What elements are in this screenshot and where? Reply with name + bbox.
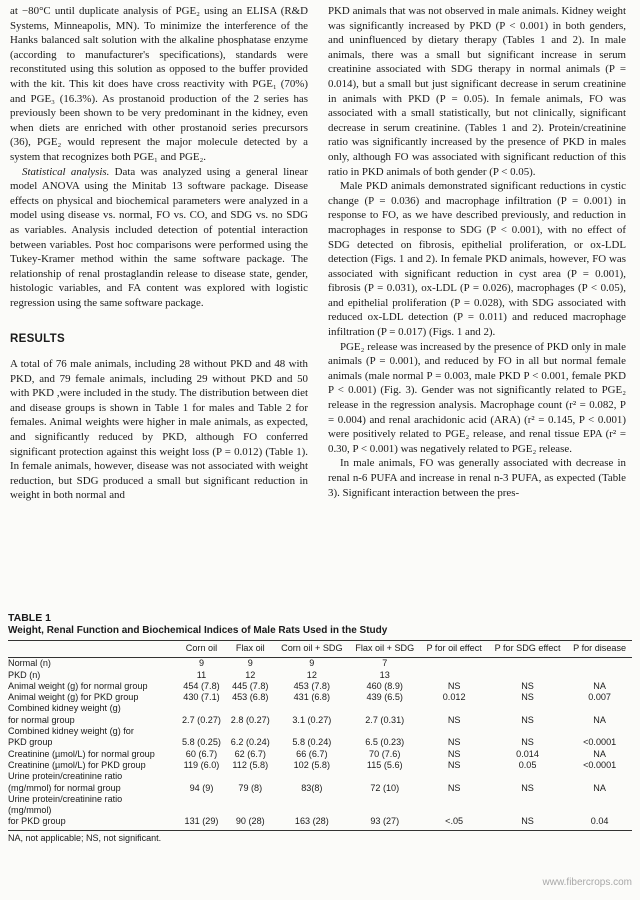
table-cell: NS bbox=[447, 680, 461, 691]
table-cell: 3.1 (0.27) bbox=[292, 714, 332, 725]
table-row-label: for PKD group bbox=[8, 816, 177, 830]
table-cell bbox=[567, 794, 632, 805]
table-cell: 460 (8.9) bbox=[366, 680, 403, 691]
table-footnote: NA, not applicable; NS, not significant. bbox=[8, 832, 162, 843]
table-cell bbox=[349, 703, 420, 714]
table-cell: 6.2 (0.24) bbox=[230, 737, 270, 748]
table-cell bbox=[488, 805, 567, 816]
table-row bbox=[8, 681, 632, 692]
table-row bbox=[8, 715, 632, 726]
table-row-label: Normal (n) bbox=[8, 658, 51, 669]
watermark: www.fibercrops.com bbox=[542, 877, 632, 888]
table-row-label: Urine protein/creatinine ratio bbox=[8, 793, 123, 804]
table-cell bbox=[488, 794, 567, 805]
table-cell: 9 bbox=[198, 658, 204, 669]
table-row-label: Creatinine (µmol/L) for PKD group bbox=[8, 759, 146, 770]
table-cell: 93 (27) bbox=[349, 816, 420, 830]
table-cell bbox=[177, 703, 226, 714]
table-cell: 13 bbox=[379, 669, 390, 680]
table-cell: 9 bbox=[247, 658, 253, 669]
table-row bbox=[8, 692, 632, 703]
right-paragraph-4: In male animals, FO was generally associated with decrease in renal n-6 PUFA and increase in renal n-3 PUFA, as expected (Table 3). Significant interaction between the pres- bbox=[328, 457, 626, 499]
table-cell: 0.05 bbox=[518, 759, 537, 770]
table-cell: NA bbox=[593, 782, 606, 793]
table-cell: 62 (6.7) bbox=[234, 748, 266, 759]
table-cell: NS bbox=[521, 737, 534, 748]
table-header-cell: P for disease bbox=[567, 641, 632, 658]
right-paragraph-1: PKD animals that was not observed in male animals. Kidney weight was significantly increased by PKD (P < 0.001) in both genders, and uninfluenced by dietary therapy (Tables 1 and 2). In male animals, there was a small but significant increase in serum creatinine associated with SDG therapy in normal animals (P = 0.014), but a small but just significant decrease in serum creatinine in animals with PKD (P = 0.05). In female animals, FO was associated with a small statistically, but not clinically, significant decrease in serum creatinine. (Tables 1 and 2). Protein/creatinine ratio was significantly increased by the presence of PKD in males only, although FO was associated with significant reduction of this ratio in PKD animals of both gender (P < 0.05). bbox=[328, 5, 626, 178]
table-cell bbox=[177, 794, 226, 805]
statistical-analysis-paragraph bbox=[10, 165, 308, 311]
table-cell: NS bbox=[521, 714, 534, 725]
table-cell: 11 bbox=[196, 669, 207, 680]
table-row-label: for normal group bbox=[8, 714, 75, 725]
table-cell bbox=[349, 805, 420, 816]
table-cell: <0.0001 bbox=[583, 759, 617, 770]
table-cell bbox=[275, 771, 349, 782]
table-cell: NA bbox=[593, 748, 606, 759]
table-row bbox=[8, 760, 632, 771]
table-cell bbox=[420, 794, 487, 805]
table-cell: 453 (7.8) bbox=[293, 680, 331, 691]
table-cell: 102 (5.8) bbox=[293, 759, 331, 770]
table-cell: <.05 bbox=[420, 816, 487, 830]
statistical-analysis-body: Data was analyzed using a general linear model ANOVA using the Minitab 13 software package. Disease effects on physical and biochemical parameters were analyzed in a model using disease vs. normal, FO vs. CO, and SDG vs. no SDG as variables. Analysis included detection of potential interaction between variables. Post hoc comparisons were performed using the Tukey-Kramer method within the same software package. The relationship of renal prostaglandin release to disease state, gender, histologic variables, and FA content was explored with logistic regression using the same software package. bbox=[10, 165, 308, 309]
table-cell: 60 (6.7) bbox=[185, 748, 218, 759]
table-cell bbox=[177, 805, 226, 816]
table-caption: Weight, Renal Function and Biochemical Indices of Male Rats Used in the Study bbox=[8, 625, 388, 636]
table-cell bbox=[567, 703, 632, 714]
table-cell: 5.8 (0.25) bbox=[182, 737, 221, 748]
table-row bbox=[8, 658, 632, 670]
table-row bbox=[8, 737, 632, 748]
table-cell: NS bbox=[488, 816, 567, 830]
table-cell: 6.5 (0.23) bbox=[365, 737, 405, 748]
right-paragraph-2: Male PKD animals demonstrated significant reductions in cystic change (P = 0.036) and macrophage infiltration (P = 0.001) in response to FO, as we have described previously, and reduction in macrophages in response to SDG (P < 0.001), with no effect of SDG detected on fibrosis, epithelial proliferation, or ox-LDL detection (Figs. 1 and 2). In female PKD animals, however, FO was associated with significant reduction in cyst area (P = 0.001), fibrosis (P = 0.031), ox-LDL (P = 0.026), macrophages (P < 0.05), and epithelial proliferation (P = 0.028), with SDG associated with reduced ox-LDL detection (P = 0.011) and reduced macrophage infiltration (P = 0.017) (Figs. 1 and 2). bbox=[328, 180, 626, 339]
table-row bbox=[8, 726, 632, 737]
table-row bbox=[8, 816, 632, 830]
table-row-label: Animal weight (g) for PKD group bbox=[8, 692, 139, 703]
table-cell bbox=[567, 805, 632, 816]
table-header-cell: Flax oil + SDG bbox=[349, 641, 420, 658]
table-cell: 90 (28) bbox=[226, 816, 275, 830]
table-cell: 431 (6.8) bbox=[293, 692, 331, 703]
table-cell bbox=[420, 670, 487, 681]
table-cell bbox=[567, 670, 632, 681]
table-cell: 83(8) bbox=[301, 782, 323, 793]
table-cell bbox=[420, 771, 487, 782]
table-cell bbox=[275, 805, 349, 816]
table-header-cell: P for oil effect bbox=[420, 641, 487, 658]
table-row bbox=[8, 783, 632, 794]
table-cell: 7 bbox=[382, 658, 388, 669]
table-label: TABLE 1 bbox=[8, 612, 51, 624]
table-cell: 5.8 (0.24) bbox=[292, 737, 332, 748]
table-cell: NS bbox=[447, 759, 461, 770]
table-row-label: Creatinine (µmol/L) for normal group bbox=[8, 748, 155, 759]
table-cell bbox=[567, 658, 632, 670]
table-row bbox=[8, 771, 632, 782]
table-cell: 2.8 (0.27) bbox=[230, 714, 270, 725]
table-cell: 0.007 bbox=[588, 692, 611, 703]
table-cell bbox=[226, 794, 275, 805]
table-row bbox=[8, 805, 632, 816]
table-cell: 445 (7.8) bbox=[232, 680, 269, 691]
table-cell bbox=[488, 658, 567, 670]
right-text-column bbox=[328, 4, 626, 500]
table-cell bbox=[275, 794, 349, 805]
data-table bbox=[8, 640, 632, 831]
table-cell bbox=[275, 703, 349, 714]
table-cell bbox=[226, 771, 275, 782]
table-cell: 0.014 bbox=[516, 748, 539, 759]
table-row-label: (mg/mmol) for normal group bbox=[8, 782, 121, 793]
results-paragraph: A total of 76 male animals, including 28 without PKD and 48 with PKD, and 79 female animals, including 29 without PKD and 50 with PKD ,were included in the study. The distribution between diet and disease groups is shown in Table 1 for males and Table 2 for females. Animal weights were higher in male animals, as expected, and significantly reduced by PKD, although FO conferred significant protection against this weight loss (P = 0.012) (Table 1). In female animals, however, disease was not associated with weight reduction, but SDG produced a small but significant reduction in weight in both normal and bbox=[10, 358, 308, 502]
table-cell bbox=[177, 771, 226, 782]
table-cell: 70 (7.6) bbox=[369, 748, 401, 759]
table-cell bbox=[567, 726, 632, 737]
table-cell bbox=[488, 670, 567, 681]
table-cell bbox=[226, 726, 275, 737]
table-header-cell: Flax oil bbox=[226, 641, 275, 658]
table-cell bbox=[567, 771, 632, 782]
table-row-label: Combined kidney weight (g) bbox=[8, 703, 121, 714]
table-cell: 112 (5.8) bbox=[232, 759, 269, 770]
table-cell bbox=[275, 726, 349, 737]
table-header-cell: Corn oil + SDG bbox=[275, 641, 349, 658]
table-header-row bbox=[8, 641, 632, 658]
table-cell: 453 (6.8) bbox=[232, 692, 269, 703]
table-cell bbox=[177, 726, 226, 737]
table-cell: 119 (6.0) bbox=[183, 759, 220, 770]
table-cell: NS bbox=[521, 692, 534, 703]
table-row bbox=[8, 749, 632, 760]
table-cell: <0.0001 bbox=[583, 737, 617, 748]
table-cell: 0.04 bbox=[567, 816, 632, 830]
table-row-label: Combined kidney weight (g) for bbox=[8, 726, 134, 737]
table-cell bbox=[420, 726, 487, 737]
table-cell: 115 (5.6) bbox=[366, 759, 403, 770]
right-paragraph-3: PGE₂ release was increased by the presence of PKD only in male animals (P = 0.001), and reduced by FO in all but normal female animals (male normal P = 0.003, male PKD P < 0.001, female PKD P < 0.001) (Fig. 3). Gender was not significantly related to PGE₂ release in the regression analysis. Macrophage count (r² = 0.082, P = 0.004) and renal arachidonic acid (ARA) (r² = 0.145, P < 0.001) were positively related to PGE₂ release, and renal tissue EPA (r² = 0.30, P < 0.001) was negatively related to PGE₂ release. bbox=[328, 340, 626, 455]
table-row-label: PKD (n) bbox=[8, 669, 41, 680]
table-cell: 454 (7.8) bbox=[183, 680, 220, 691]
table-cell: 0.012 bbox=[442, 692, 466, 703]
table-row-label: Urine protein/creatinine ratio bbox=[8, 771, 123, 782]
statistical-analysis-lead: Statistical analysis. bbox=[22, 165, 110, 178]
table-cell: 2.7 (0.31) bbox=[365, 714, 405, 725]
table-cell bbox=[226, 703, 275, 714]
table-cell: NS bbox=[447, 782, 461, 793]
table-cell bbox=[420, 658, 487, 670]
table-cell: NA bbox=[593, 714, 606, 725]
table-cell: 72 (10) bbox=[370, 782, 400, 793]
table-cell: NS bbox=[447, 737, 461, 748]
table-row bbox=[8, 794, 632, 805]
table-cell: 430 (7.1) bbox=[183, 692, 220, 703]
table-cell: 2.7 (0.27) bbox=[182, 714, 221, 725]
left-text-column bbox=[10, 4, 308, 503]
table-cell: 12 bbox=[245, 669, 256, 680]
table-cell: 9 bbox=[309, 658, 315, 669]
table-row-label: PKD group bbox=[8, 737, 53, 748]
table-cell bbox=[420, 805, 487, 816]
table-cell bbox=[488, 771, 567, 782]
table-cell: NA bbox=[593, 680, 606, 691]
table-cell: 131 (29) bbox=[177, 816, 226, 830]
table-cell: NS bbox=[447, 748, 461, 759]
table-cell: 79 (8) bbox=[238, 782, 263, 793]
table-header-cell: Corn oil bbox=[177, 641, 226, 658]
table-cell bbox=[420, 703, 487, 714]
table-header-cell bbox=[8, 641, 177, 658]
table-row bbox=[8, 670, 632, 681]
table-cell bbox=[349, 794, 420, 805]
table-header-cell: P for SDG effect bbox=[488, 641, 567, 658]
table-cell bbox=[488, 726, 567, 737]
table-cell: NS bbox=[521, 782, 534, 793]
table-cell bbox=[226, 805, 275, 816]
table-cell: 163 (28) bbox=[275, 816, 349, 830]
table-row bbox=[8, 703, 632, 714]
table-cell: 12 bbox=[306, 669, 317, 680]
table-cell bbox=[349, 771, 420, 782]
table-cell: 66 (6.7) bbox=[296, 748, 328, 759]
table-cell bbox=[349, 726, 420, 737]
table-cell: NS bbox=[447, 714, 461, 725]
table-1 bbox=[8, 612, 632, 843]
results-heading: RESULTS bbox=[10, 333, 65, 346]
table-cell: 439 (6.5) bbox=[366, 692, 403, 703]
table-body bbox=[8, 658, 632, 830]
table-cell: NS bbox=[521, 680, 534, 691]
methods-paragraph: at −80°C until duplicate analysis of PGE₂ using an ELISA (R&D Systems, Minneapolis, MN). To minimize the interference of the Hanks balanced salt solution with the alkaline phosphatase enzyme (according to manufacturer's specifications), standards were reconstituted using this solution as opposed to the buffer provided with the kit. This kit does have cross reactivity with PGE₁ (70%) and PGE₃ (16.3%). As prostanoid production of the 2 series has previously been shown to be very predominant in the kidney, even when diets are enriched with other prostanoid series precursors (36), PGE₂ would represent the major molecule detected by a system that recognizes both PGE₁ and PGE₂. bbox=[10, 5, 308, 163]
table-cell bbox=[488, 703, 567, 714]
table-cell: 94 (9) bbox=[189, 782, 214, 793]
table-row-label: Animal weight (g) for normal group bbox=[8, 680, 148, 691]
table-row-label: (mg/mmol) bbox=[8, 805, 52, 816]
